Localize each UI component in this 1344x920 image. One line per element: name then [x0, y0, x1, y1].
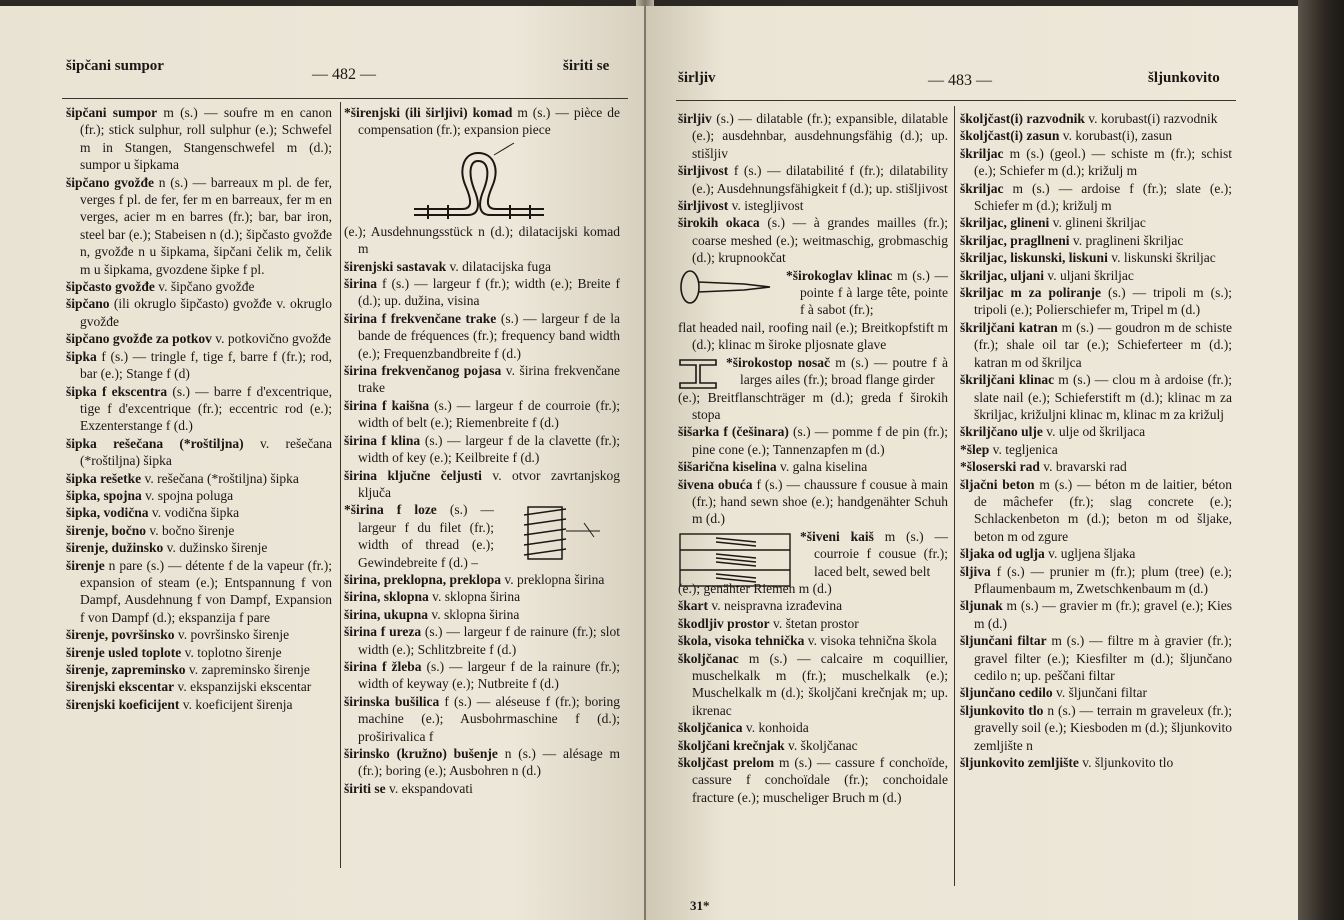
entry-headword: širenje, dužinsko	[66, 540, 164, 556]
entry-headword: šipčani sumpor	[66, 105, 158, 120]
entry-definition: (s.) — largeur f du filet (fr.); width of thread (e.); Gewindebreite f (d.) –	[358, 502, 494, 570]
entry-headword: *širokostop nosač	[726, 354, 831, 370]
entry-headword: škart	[678, 598, 708, 614]
entry-headword: šipčano	[66, 296, 110, 312]
dictionary-entry	[678, 197, 948, 214]
entry-definition: n (s.) — terrain m graveleux (fr.); gravelly soil (e.); Kiesboden m (d.); šljunkovito zemljište n	[974, 702, 1232, 753]
entry-definition: v. širina frekvenčane trake	[358, 363, 620, 396]
entry-headword: širiti se	[344, 780, 386, 796]
dictionary-entry	[678, 737, 948, 754]
entry-headword: škriljčano ulje	[960, 424, 1043, 440]
entry-headword: škodljiv prostor	[678, 615, 770, 631]
entry-headword: šipčano gvožđe za potkov	[66, 331, 212, 347]
left-col2-top	[344, 104, 620, 139]
right-col1-top	[678, 110, 948, 267]
entry-headword: širina frekvenčanog pojasa	[344, 363, 502, 379]
entry-definition: v. dilatacijska fuga	[446, 258, 551, 274]
signature-mark: 31*	[690, 898, 710, 913]
left-header-term: šipčani sumpor	[66, 58, 164, 74]
entry-headword: šipčasto gvožđe	[66, 279, 155, 295]
dictionary-entry	[344, 467, 620, 502]
entry-definition: m (s.) — filtre m à gravier (fr.); gravel filter (e.); Kiesfilter m (d.); šljunčano cedilo n; up. peščani filtar	[974, 633, 1232, 683]
entry-definition: m (s.) — calcaire m coquillier, muschelkalk m (fr.); muschelkalk (e.); Muschelkalk m (d.); školjčani krečnjak m; up. ikrenac	[692, 650, 948, 718]
entry-headword: šljačni beton	[960, 476, 1035, 492]
dictionary-entry	[960, 684, 1232, 701]
entry-headword: širinsko (kružno) bušenje	[344, 746, 498, 761]
entry-definition: v. glineni škriljac	[1049, 215, 1146, 231]
dictionary-entry	[678, 458, 948, 475]
entry-definition: v. spojna poluga	[141, 487, 234, 503]
dictionary-entry	[960, 597, 1232, 632]
entry-headword: šipčano gvožđe	[66, 174, 154, 190]
entry-definition: f (s.) — tringle f, tige f, barre f (fr.); rod, bar (e.); Stange f (d)	[80, 348, 332, 382]
dictionary-entry	[66, 383, 332, 435]
entry-definition: (s.) — dilatable (fr.); expansible, dilatable (e.); ausdehnbar, ausdehnungsfähig (d.); up. stišljiv	[692, 111, 948, 161]
dictionary-entry	[66, 435, 332, 470]
entry-headword: školjčast(i) razvodnik	[960, 111, 1085, 126]
entry-definition: v. neispravna izrađevina	[708, 598, 843, 614]
entry-headword: šljunkovito zemljište	[960, 755, 1079, 771]
entry-definition: v. dužinsko širenje	[163, 540, 268, 556]
entry-headword: škriljac, pragllneni	[960, 232, 1070, 248]
entry-headword: širenjski koeficijent	[66, 696, 180, 712]
entry-definition: v. rešečana (*roštiljna) šipka	[80, 435, 332, 469]
entry-headword: širljiv	[678, 111, 712, 126]
entry-definition: f (s.) — largeur f (fr.); width (e.); Breite f (d.); up. dužina, visina	[358, 276, 620, 309]
entry-definition: (s.) — tripoli m (s.); tripoli (e.); Polierschiefer m, Tripel m (d.)	[974, 285, 1232, 318]
dictionary-entry	[960, 232, 1232, 249]
entry-definition: m (s.) (geol.) — schiste m (fr.); schist (e.); Schiefer m (d.); križulj m	[974, 145, 1232, 179]
entry-headword: širljivost	[678, 198, 729, 214]
left-header-rule	[62, 98, 628, 99]
entry-definition: v. praglineni škriljac	[1069, 232, 1184, 248]
left-col2-thread	[344, 501, 494, 571]
dictionary-entry	[66, 348, 332, 383]
dictionary-entry	[678, 389, 948, 424]
entry-headword: šipka f ekscentra	[66, 383, 168, 399]
entry-headword: šivena obuća	[678, 476, 753, 492]
right-header-term: širljiv	[678, 70, 716, 86]
dictionary-entry	[678, 615, 948, 632]
entry-headword: širina, ukupna	[344, 606, 429, 622]
dictionary-entry	[344, 606, 620, 623]
entry-headword: škriljac	[960, 180, 1004, 196]
entry-definition: (s.) — barre f d'excentrique, tige f d'excentrique (fr.); eccentric rod (e.); Exzenterstange f (d.)	[80, 383, 333, 434]
dictionary-entry	[344, 501, 494, 571]
entry-headword: *šlep	[960, 441, 990, 457]
right-col1-girder	[726, 354, 948, 389]
left-header-term-right: širiti se	[563, 58, 610, 74]
entry-headword: *širenjski (ili širljivi) komad	[344, 105, 513, 120]
dictionary-entry	[66, 295, 332, 330]
entry-definition: (s.) — largeur f de la bande de fréquences (fr.); frequency band width (e.); Frequenzbandbreite f (d.)	[358, 310, 620, 361]
entry-definition: f (s.) — chaussure f cousue à main (fr.); hand sewn shoe (e.); handgenähter Schuh m (d.)	[692, 476, 948, 527]
dictionary-entry	[344, 258, 620, 275]
entry-definition: v. potkovično gvožđe	[211, 331, 331, 347]
entry-definition: v. galna kiselina	[776, 459, 868, 475]
girder-entry	[678, 354, 948, 389]
entry-definition: m (s.) — pièce de compensation (fr.); expansion piece	[358, 105, 620, 138]
entry-definition: (s.) — largeur f de la clavette (fr.); width of key (e.); Keilbreite f (d.)	[358, 432, 620, 466]
entry-headword: škriljac, uljani	[960, 267, 1045, 283]
entry-definition: v. koeficijent širenja	[179, 696, 293, 712]
dictionary-entry	[344, 693, 620, 745]
entry-definition: v. štetan prostor	[769, 615, 859, 631]
dictionary-entry	[960, 754, 1232, 771]
entry-headword: šipka rešečana (*roštiljna)	[66, 435, 244, 451]
entry-headword: širina f klina	[344, 432, 421, 448]
dictionary-entry	[66, 696, 332, 713]
dictionary-entry	[960, 545, 1232, 562]
entry-headword: širenjski ekscentar	[66, 679, 175, 695]
right-page	[646, 6, 1298, 920]
entry-definition: m (s.) — ardoise f (fr.); slate (e.); Schiefer m (d.); križulj m	[974, 180, 1232, 214]
right-column-2	[960, 110, 1232, 771]
entry-definition: v. školjčanac	[784, 737, 858, 753]
entry-definition: m (s.) — gravier m (fr.); gravel (e.); Kies m (d.)	[974, 598, 1232, 631]
left-col2-middle	[344, 223, 620, 502]
dictionary-entry	[344, 571, 620, 588]
sewn-belt-entry	[678, 528, 948, 580]
dictionary-entry	[66, 539, 332, 556]
entry-headword: šipka, spojna	[66, 487, 142, 503]
dictionary-entry	[66, 644, 332, 661]
dictionary-entry	[678, 650, 948, 720]
dictionary-entry	[960, 563, 1232, 598]
entry-definition: v. površinsko širenje	[174, 627, 290, 643]
dictionary-entry	[678, 754, 948, 806]
entry-headword: širina f frekvenčane trake	[344, 310, 497, 326]
dictionary-entry	[726, 354, 948, 389]
dictionary-entry	[66, 330, 332, 347]
dictionary-entry	[960, 145, 1232, 180]
entry-definition: v. vodična šipka	[148, 505, 240, 521]
entry-definition: m (s.) — béton m de laitier, béton de mâchefer (fr.); slag concrete (e.); Schlackenbeton m (d.); beton m od šljake, beton m od zgure	[974, 476, 1232, 544]
i-beam-figure	[678, 356, 718, 392]
entry-headword: širina, preklopna, preklopa	[344, 571, 502, 587]
entry-definition: v. toplotno širenje	[181, 644, 282, 660]
entry-headword: šljunčani filtar	[960, 633, 1047, 649]
right-column-1	[678, 110, 948, 806]
entry-definition: v. uljani škriljac	[1044, 267, 1134, 283]
dictionary-entry	[800, 528, 948, 580]
left-column-1	[66, 104, 332, 713]
entry-headword: škriljac, liskunski, liskuni	[960, 250, 1108, 266]
entry-definition: v. šljunčani filtar	[1052, 685, 1147, 701]
dictionary-entry	[344, 658, 620, 693]
entry-headword: šljunkovito tlo	[960, 702, 1044, 718]
entry-headword: školjčast prelom	[678, 755, 775, 771]
dictionary-entry	[344, 310, 620, 362]
entry-definition: v. liskunski škriljac	[1107, 250, 1216, 266]
entry-headword: škriljac, glineni	[960, 215, 1050, 231]
dictionary-entry	[678, 162, 948, 197]
entry-definition: v. ulje od škriljaca	[1042, 424, 1146, 440]
entry-headword: širljivost	[678, 163, 729, 179]
entry-headword: širina ključne čeljusti	[344, 467, 482, 483]
entry-definition: v. zapreminsko širenje	[185, 662, 310, 677]
entry-headword: šišarična kiselina	[678, 459, 777, 475]
entry-headword: šipka, vodična	[66, 505, 149, 521]
entry-definition: f (s.) — dilatabilité f (fr.); dilatability (e.); Ausdehnungsfähigkeit f (d.); up. stišljivost	[692, 163, 948, 196]
right-col1-nail-cont	[678, 319, 948, 354]
screw-thread-figure	[514, 501, 614, 565]
entry-definition: v. rešečana (*roštiljna) šipka	[141, 470, 299, 486]
entry-definition: n pare (s.) — détente f de la vapeur (fr.); expansion of steam (e.); Entspannung f von Dampf, Ausdehnung f von Dampf, Expansion f von Dampf (d.); ekspanzija f pare	[80, 557, 332, 625]
dictionary-entry	[344, 104, 620, 139]
entry-definition: v. visoka tehnična škola	[804, 633, 937, 649]
dictionary-entry	[960, 127, 1232, 144]
dictionary-entry	[344, 362, 620, 397]
entry-headword: širina f žleba	[344, 658, 422, 674]
dictionary-entry	[678, 632, 948, 649]
entry-headword: šišarka f (češinara)	[678, 424, 789, 440]
entry-headword: širenjski sastavak	[344, 258, 447, 274]
entry-headword: širina, sklopna	[344, 589, 429, 605]
dictionary-entry	[66, 678, 332, 695]
entry-definition: v. otvor zavrtanjskog ključa	[358, 467, 620, 500]
entry-definition: m (s.) — soufre m en canon (fr.); stick sulphur, roll sulphur (e.); Schwefel m in Stangen, Stangenschwefel m (d.); sumpor u šipkama	[80, 105, 332, 173]
nail-entry	[678, 267, 948, 319]
dictionary-entry	[786, 267, 948, 319]
entry-definition: v. korubast(i) razvodnik	[1084, 111, 1218, 126]
dictionary-entry	[678, 110, 948, 162]
entry-definition: n (s.) — barreaux m pl. de fer, verges f pl. de fer, fer m en barreaux, fer m en verges, acier m en barres (fr.); bar, bar iron, steel bar (e.); Stabeisen n (d.); šipčasto gvožđe n, gvožđe n u šipkama, šipčani čelik m, čelik m u šipkama, gvozdene šipke f pl.	[80, 174, 332, 277]
entry-headword: širina f kaišna	[344, 397, 430, 413]
entry-headword: širenje	[66, 557, 105, 573]
entry-definition: flat headed nail, roofing nail (e.); Breitkopfstift m (d.); klinac m široke pljosnate glave	[678, 319, 948, 353]
entry-headword: šipka rešetke	[66, 470, 142, 486]
entry-headword: *šiveni kaiš	[800, 528, 874, 544]
dictionary-entry	[960, 702, 1232, 754]
entry-definition: (s.) — largeur f de la rainure (fr.); width of keyway (e.); Nutbreite f (d.)	[358, 658, 621, 692]
entry-definition: m (s.) — clou m à ardoise (fr.); slate nail (e.); Schieferstift m (d.); klinac m za škriljac, križuljni klinac m, klinac m za križulj	[974, 372, 1232, 422]
left-page	[0, 6, 644, 920]
entry-definition: m (s.) — cassure f conchoïde, cassure f conchoïdale (fr.); conchoidale fracture (e.); muscheliger Bruch m (d.)	[692, 755, 948, 805]
entry-headword: širenje, površinsko	[66, 627, 175, 643]
right-header-rule	[676, 100, 1236, 101]
entry-definition: f (s.) — prunier m (fr.); plum (tree) (e.); Pflaumenbaum m, Zwetschkenbaum m (d.)	[974, 563, 1232, 596]
entry-definition: v. sklopna širina	[428, 606, 520, 622]
entry-definition: v. tegljenica	[989, 441, 1058, 457]
entry-definition: (e.); Ausdehnungsstück n (d.); dilatacijski komad m	[344, 223, 620, 257]
entry-definition: v. ekspanzijski ekscentar	[174, 679, 312, 695]
entry-definition: f (s.) — aléseuse f (fr.); boring machine (e.); Ausbohrmaschine f (d.); proširivalica f	[358, 693, 621, 744]
dictionary-entry	[678, 597, 948, 614]
entry-headword: *šloserski rad	[960, 459, 1040, 475]
entry-headword: širinska bušilica	[344, 693, 440, 709]
entry-headword: širina f ureza	[344, 624, 422, 640]
dictionary-entry	[66, 174, 332, 278]
entry-definition: (s.) — à grandes mailles (fr.); coarse meshed (e.); weitmaschig, grobmaschig (d.); krupnookčat	[692, 215, 948, 266]
dictionary-entry	[344, 623, 620, 658]
entry-definition: (s.) — largeur f de courroie (fr.); width of belt (e.); Riemenbreite f (d.)	[358, 397, 620, 431]
entry-definition: m (s.) — pointe f à large tête, pointe f à sabot (fr.);	[800, 267, 948, 318]
right-col1-belt	[800, 528, 948, 580]
entry-headword: *širokoglav klinac	[786, 267, 893, 283]
entry-definition: v. korubast(i), zasun	[1059, 128, 1173, 144]
entry-headword: škriljac m za poliranje	[960, 285, 1101, 301]
entry-definition: v. ekspandovati	[385, 780, 473, 796]
dictionary-entry	[66, 557, 332, 627]
dictionary-entry	[344, 223, 620, 258]
entry-definition: v. ugljena šljaka	[1044, 546, 1136, 562]
entry-definition: m (s.) — poutre f à larges ailes (fr.); broad flange girder	[740, 354, 948, 388]
entry-headword: škola, visoka tehnička	[678, 633, 805, 649]
right-page-number: — 483 —	[928, 72, 992, 89]
entry-definition: (ili okruglo šipčasto) gvožđe v. okruglo gvožđe	[80, 296, 332, 329]
dictionary-entry	[960, 249, 1232, 266]
entry-headword: širenje usled toplote	[66, 644, 182, 660]
entry-headword: širenje, zapreminsko	[66, 662, 186, 677]
dictionary-entry	[344, 275, 620, 310]
right-header-term-right: šljunkovito	[1148, 70, 1220, 86]
dictionary-entry	[678, 476, 948, 528]
dictionary-entry	[678, 423, 948, 458]
dictionary-entry	[66, 522, 332, 539]
dictionary-entry	[960, 371, 1232, 423]
dictionary-entry	[66, 487, 332, 504]
roofing-nail-figure	[678, 267, 778, 307]
dictionary-entry	[66, 661, 332, 678]
sewn-belt-figure	[678, 528, 794, 592]
dictionary-entry	[960, 319, 1232, 371]
entry-definition: m (s.) — goudron m de schiste (fr.); shale oil tar (e.); Schieferteer m (d.); katran m od škriljca	[974, 319, 1232, 370]
right-col1-bottom	[678, 580, 948, 806]
dictionary-entry	[66, 278, 332, 295]
dictionary-entry	[344, 745, 620, 780]
entry-headword: šljaka od uglja	[960, 546, 1045, 562]
dictionary-entry	[960, 214, 1232, 231]
dictionary-entry	[960, 284, 1232, 319]
dictionary-entry	[344, 432, 620, 467]
entry-headword: šljunak	[960, 598, 1003, 614]
entry-headword: škriljčani klinac	[960, 372, 1055, 388]
thread-width-entry	[344, 501, 620, 571]
right-column-divider	[954, 106, 955, 886]
dictionary-entry	[960, 423, 1232, 440]
right-col1-nail	[786, 267, 948, 319]
entry-headword: školjčanica	[678, 720, 743, 736]
entry-headword: školjčast(i) zasun	[960, 128, 1060, 144]
entry-headword: šljunčano cedilo	[960, 685, 1053, 701]
entry-definition: v. šljunkovito tlo	[1078, 755, 1174, 771]
dictionary-entry	[960, 267, 1232, 284]
entry-definition: v. sklopna širina	[428, 589, 521, 605]
dictionary-entry	[960, 632, 1232, 684]
entry-headword: širina	[344, 276, 378, 292]
dictionary-entry	[66, 626, 332, 643]
left-page-number: — 482 —	[312, 66, 376, 83]
dictionary-entry	[66, 104, 332, 174]
dictionary-entry	[344, 397, 620, 432]
entry-definition: n (s.) — alésage m (fr.); boring (e.); Ausbohren n (d.)	[358, 746, 621, 779]
dictionary-entry	[678, 719, 948, 736]
entry-definition: v. bočno širenje	[146, 522, 235, 538]
dictionary-entry	[960, 180, 1232, 215]
left-column-divider	[340, 102, 341, 868]
dictionary-entry	[960, 476, 1232, 546]
dictionary-entry	[960, 458, 1232, 475]
dictionary-entry	[960, 441, 1232, 458]
entry-headword: širokih okaca	[678, 215, 760, 231]
book-edge	[1298, 0, 1344, 920]
entry-definition: (e.); Breitflanschträger m (d.); greda f širokih stopa	[678, 389, 948, 422]
entry-definition: v. istegljivost	[728, 198, 804, 214]
entry-headword: šipka	[66, 348, 97, 364]
entry-definition: v. bravarski rad	[1039, 459, 1127, 475]
entry-headword: škriljčani katran	[960, 319, 1058, 335]
entry-headword: širenje, bočno	[66, 522, 146, 538]
entry-definition: v. šipčano gvožđe	[154, 279, 255, 295]
expansion-piece-figure	[344, 141, 614, 221]
left-column-2	[344, 104, 620, 797]
entry-headword: školjčanac	[678, 650, 739, 666]
left-col2-bottom	[344, 571, 620, 797]
entry-headword: *širina f loze	[344, 502, 437, 518]
entry-definition: m (s.) — courroie f cousue (fr.); laced belt, sewed belt	[814, 528, 948, 579]
entry-headword: školjčani krečnjak	[678, 737, 785, 753]
entry-definition: (e.); genähter Riemen m (d.)	[678, 580, 832, 596]
dictionary-entry	[678, 319, 948, 354]
entry-definition: v. preklopna širina	[501, 571, 605, 587]
entry-definition: v. konhoida	[742, 720, 809, 736]
dictionary-entry	[960, 110, 1232, 127]
entry-definition: (s.) — largeur f de rainure (fr.); slot width (e.); Schlitzbreite f (d.)	[358, 624, 620, 657]
right-col1-middle	[678, 389, 948, 528]
entry-headword: šljiva	[960, 563, 991, 579]
entry-headword: škriljac	[960, 145, 1004, 161]
dictionary-entry	[66, 504, 332, 521]
dictionary-entry	[678, 214, 948, 266]
dictionary-entry	[66, 470, 332, 487]
entry-definition: (s.) — pomme f de pin (fr.); pine cone (e.); Tannenzapfen m (d.)	[692, 424, 949, 457]
dictionary-entry	[344, 588, 620, 605]
dictionary-entry	[344, 780, 620, 797]
